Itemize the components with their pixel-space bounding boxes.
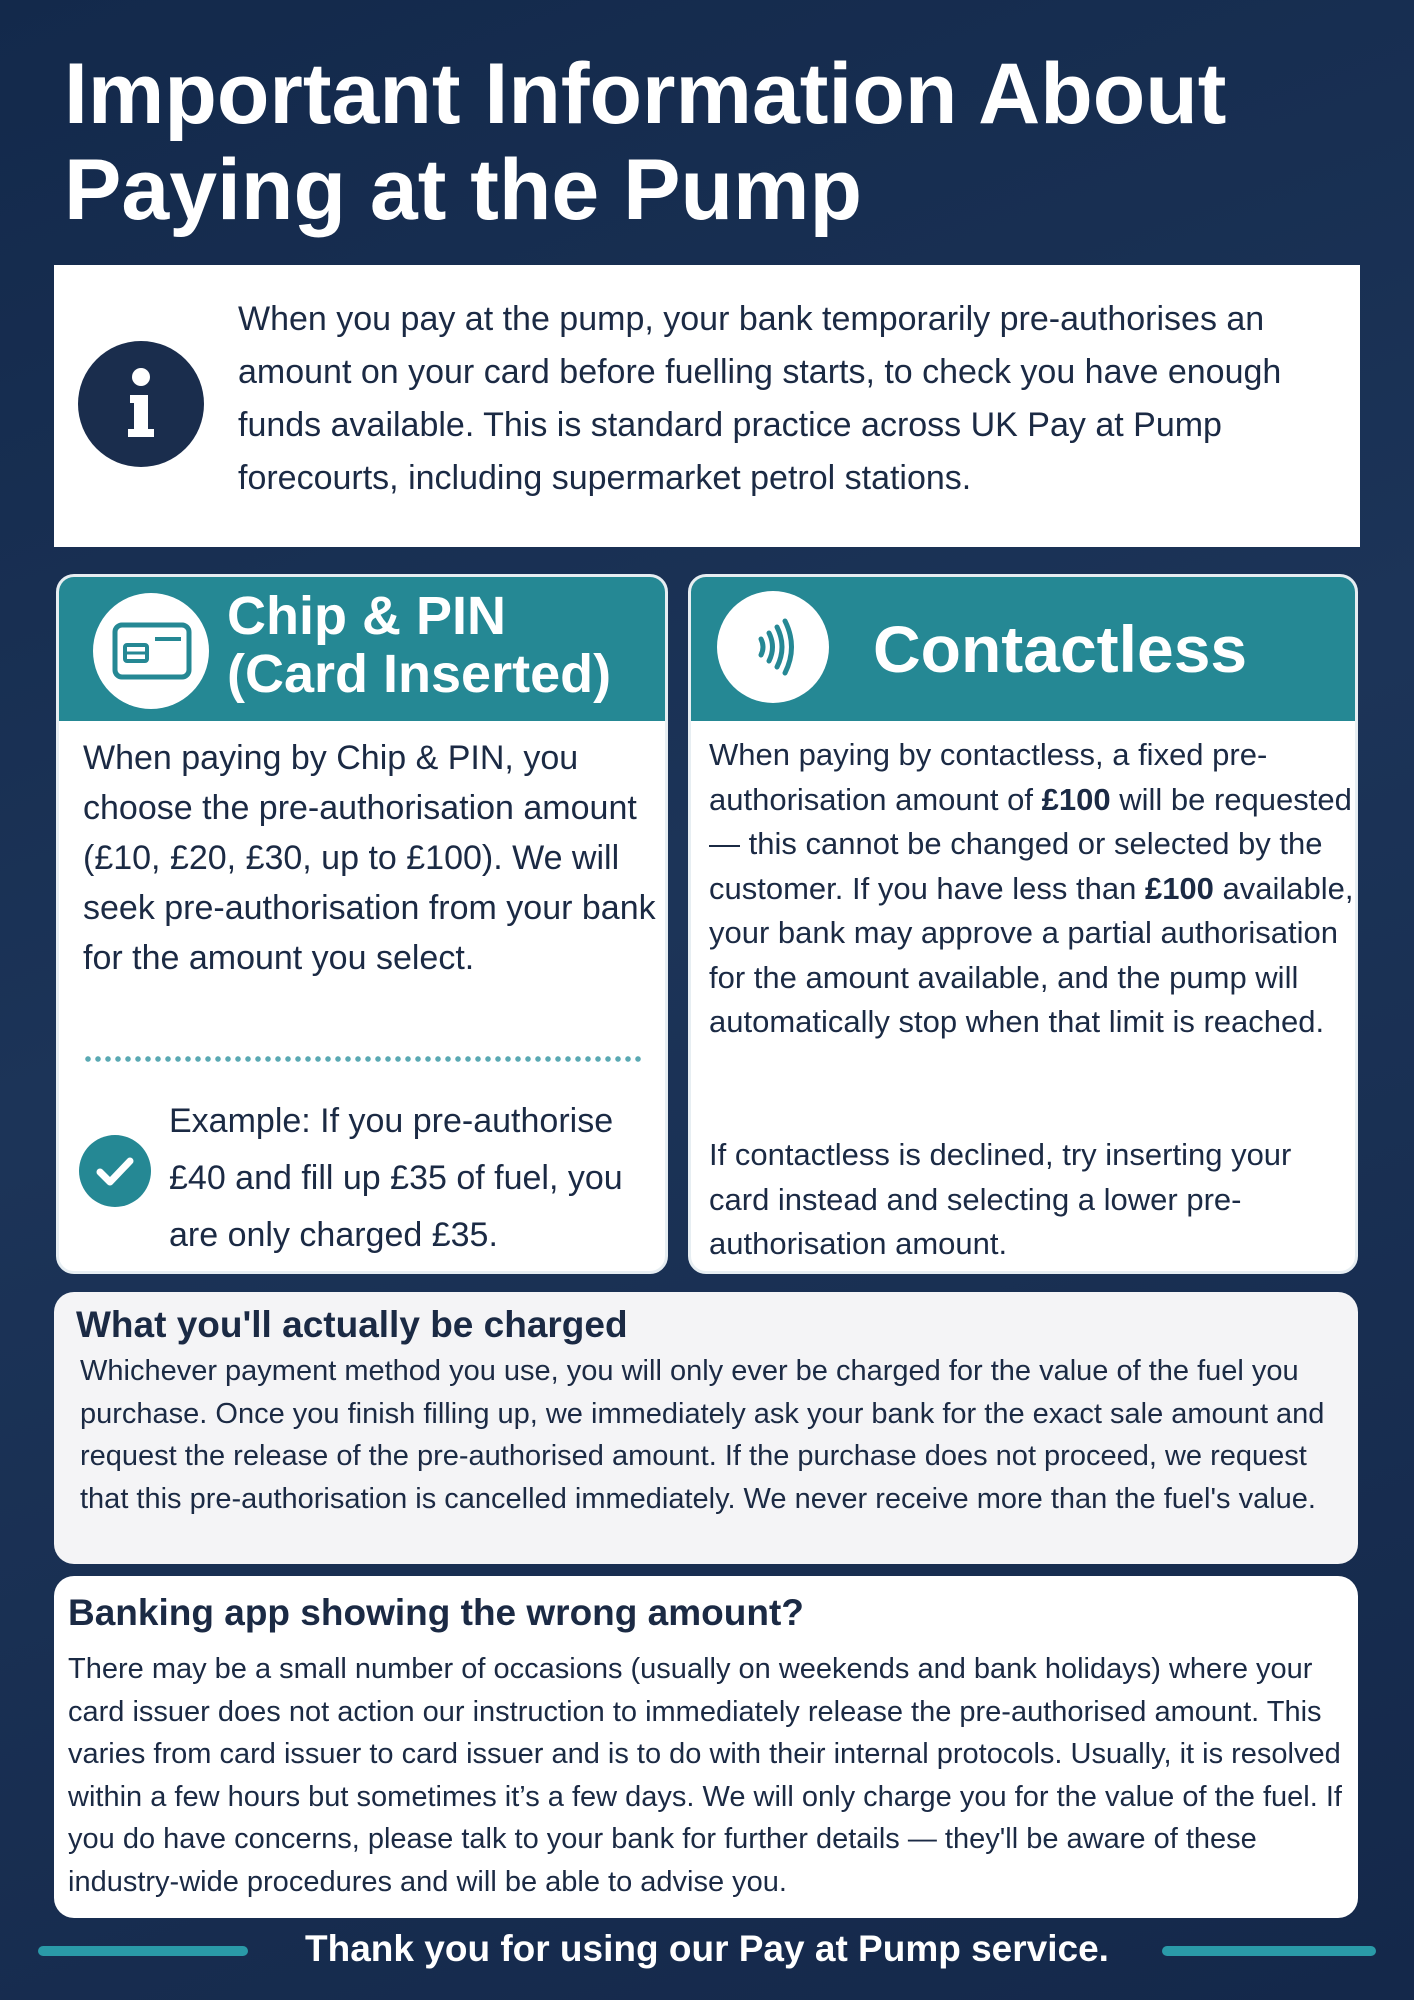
dotted-divider xyxy=(83,1055,643,1063)
intro-text: When you pay at the pump, your bank temporarily pre-authorises an amount on your card before fuelling starts, to check you have enough funds available. This is standard practice across UK Pay at Pump forecourts, including supermarket petrol stations. xyxy=(238,300,1282,497)
intro-box xyxy=(54,265,1360,547)
card-icon xyxy=(93,593,209,709)
check-icon xyxy=(79,1135,151,1207)
chip-pin-title-line-2: (Card Inserted) xyxy=(227,644,612,704)
page-title xyxy=(64,46,1364,238)
contactless-card xyxy=(688,574,1358,1274)
chip-pin-example: Example: If you pre-authorise £40 and fill up £35 of fuel, you are only charged £35. xyxy=(169,1102,623,1254)
contactless-amount-2: £100 xyxy=(1144,870,1214,906)
title-line-1: Important Information About xyxy=(64,46,1227,142)
contactless-icon xyxy=(717,591,829,703)
info-icon xyxy=(78,341,204,467)
charged-heading: What you'll actually be charged xyxy=(76,1304,628,1345)
contactless-text-part3: available, your bank may approve a partial authorisation for the amount available, and the pump will automatically stop when that limit is reached. xyxy=(709,870,1354,1039)
contactless-declined-text: If contactless is declined, try inserting your card instead and selecting a lower pre-authorisation amount. xyxy=(709,1137,1292,1261)
contactless-text xyxy=(709,733,1355,1045)
banking-text: There may be a small number of occasions (usually on weekends and bank holidays) where your card issuer does not action our instruction to immediately release the pre-authorised amount. This varies from card issuer to card issuer and is to do with their internal protocols. Usually, it is resolved within a few hours but sometimes it’s a few days. We will only charge you for the value of the fuel. If you do have concerns, please talk to your bank for further details — they'll be aware of these industry-wide procedures and will be able to advise you. xyxy=(68,1653,1342,1898)
banking-panel xyxy=(54,1576,1358,1918)
footer-text: Thank you for using our Pay at Pump service. xyxy=(305,1928,1109,1969)
contactless-title: Contactless xyxy=(873,612,1248,686)
charged-text: Whichever payment method you use, you will only ever be charged for the value of the fuel you purchase. Once you finish filling up, we immediately ask your bank for the exact sale amount and request the release of the pre-authorised amount. If the purchase does not proceed, we request that this pre-authorisation is cancelled immediately. We never receive more than the fuel's value. xyxy=(80,1355,1325,1515)
chip-pin-text: When paying by Chip & PIN, you choose the pre-authorisation amount (£10, £20, £30, up to £100). We will seek pre-authorisation from your bank for the amount you select. xyxy=(83,739,656,977)
title-line-2: Paying at the Pump xyxy=(64,142,863,238)
charged-panel xyxy=(54,1292,1358,1564)
chip-pin-title xyxy=(227,587,611,703)
chip-pin-header xyxy=(59,577,665,721)
chip-pin-title-line-1: Chip & PIN xyxy=(227,586,506,646)
contactless-text-part1: When paying by contactless, a fixed pre-authorisation amount of xyxy=(709,737,1268,817)
banking-heading: Banking app showing the wrong amount? xyxy=(68,1592,804,1633)
contactless-text-part2: will be requested — this cannot be changed or selected by the customer. If you have less than xyxy=(709,781,1352,906)
contactless-header xyxy=(691,577,1355,721)
contactless-amount-1: £100 xyxy=(1041,781,1111,817)
chip-pin-card xyxy=(56,574,668,1274)
